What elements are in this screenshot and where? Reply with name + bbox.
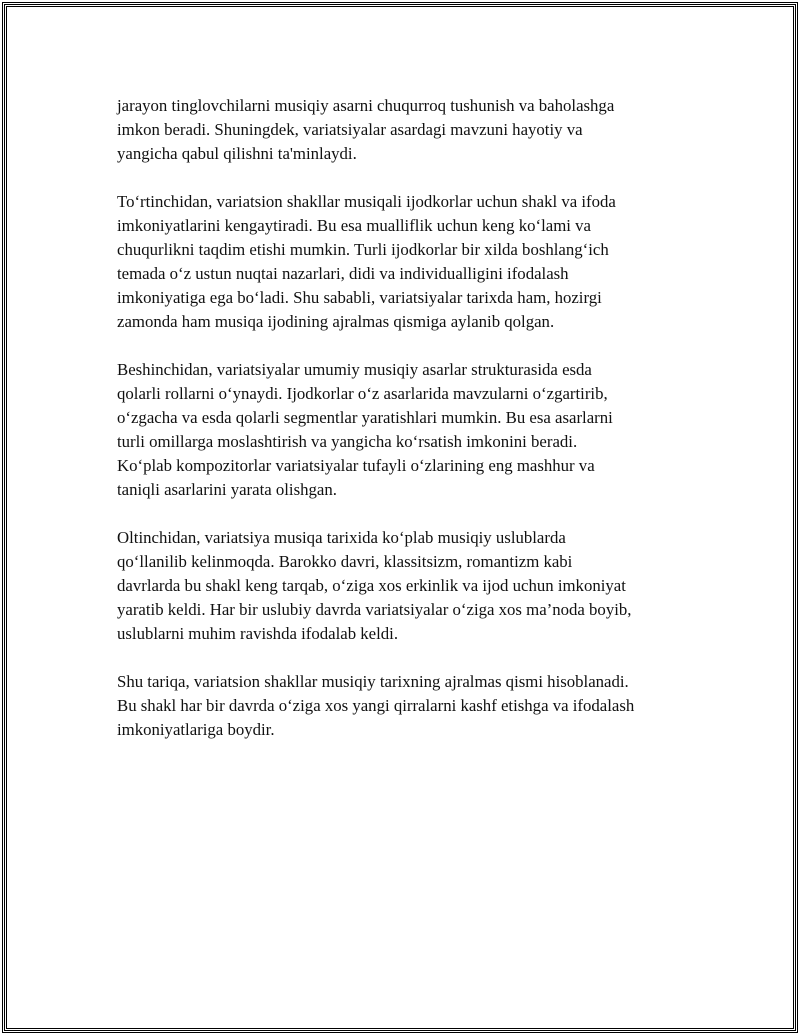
text-line: chuqurlikni taqdim etishi mumkin. Turli ijodkorlar bir xilda boshlang‘ich [117,240,609,259]
document-body [117,94,697,766]
text-line: Oltinchidan, variatsiya musiqa tarixida ko‘plab musiqiy uslublarda [117,528,566,547]
text-line: imkon beradi. Shuningdek, variatsiyalar asardagi mavzuni hayotiy va [117,120,583,139]
text-line: yaratib keldi. Har bir uslubiy davrda variatsiyalar o‘ziga xos ma’noda boyib, [117,600,632,619]
paragraph [117,670,697,742]
text-line: jarayon tinglovchilarni musiqiy asarni chuqurroq tushunish va baholashga [117,96,615,115]
paragraph [117,190,697,334]
text-line: Shu tariqa, variatsion shakllar musiqiy tarixning ajralmas qismi hisoblanadi. [117,672,629,691]
text-line: imkoniyatiga ega bo‘ladi. Shu sababli, variatsiyalar tarixda ham, hozirgi [117,288,602,307]
text-line: qolarli rollarni o‘ynaydi. Ijodkorlar o‘z asarlarida mavzularni o‘zgartirib, [117,384,608,403]
text-line: imkoniyatlariga boydir. [117,720,275,739]
text-line: turli omillarga moslashtirish va yangicha ko‘rsatish imkonini beradi. [117,432,578,451]
text-line: uslublarni muhim ravishda ifodalab keldi. [117,624,399,643]
paragraph [117,526,697,646]
text-line: taniqli asarlarini yarata olishgan. [117,480,337,499]
text-line: zamonda ham musiqa ijodining ajralmas qismiga aylanib qolgan. [117,312,555,331]
text-line: Beshinchidan, variatsiyalar umumiy musiqiy asarlar strukturasida esda [117,360,592,379]
text-line: Bu shakl har bir davrda o‘ziga xos yangi qirralarni kashf etishga va ifodalash [117,696,635,715]
text-line: temada o‘z ustun nuqtai nazarlari, didi va individualligini ifodalash [117,264,569,283]
text-line: To‘rtinchidan, variatsion shakllar musiqali ijodkorlar uchun shakl va ifoda [117,192,616,211]
text-line: yangicha qabul qilishni ta'minlaydi. [117,144,357,163]
text-line: Ko‘plab kompozitorlar variatsiyalar tufayli o‘zlarining eng mashhur va [117,456,595,475]
text-line: o‘zgacha va esda qolarli segmentlar yaratishlari mumkin. Bu esa asarlarni [117,408,613,427]
text-line: imkoniyatlarini kengaytiradi. Bu esa mualliflik uchun keng ko‘lami va [117,216,591,235]
text-line: qo‘llanilib kelinmoqda. Barokko davri, klassitsizm, romantizm kabi [117,552,573,571]
paragraph [117,358,697,502]
paragraph [117,94,697,166]
text-line: davrlarda bu shakl keng tarqab, o‘ziga xos erkinlik va ijod uchun imkoniyat [117,576,626,595]
